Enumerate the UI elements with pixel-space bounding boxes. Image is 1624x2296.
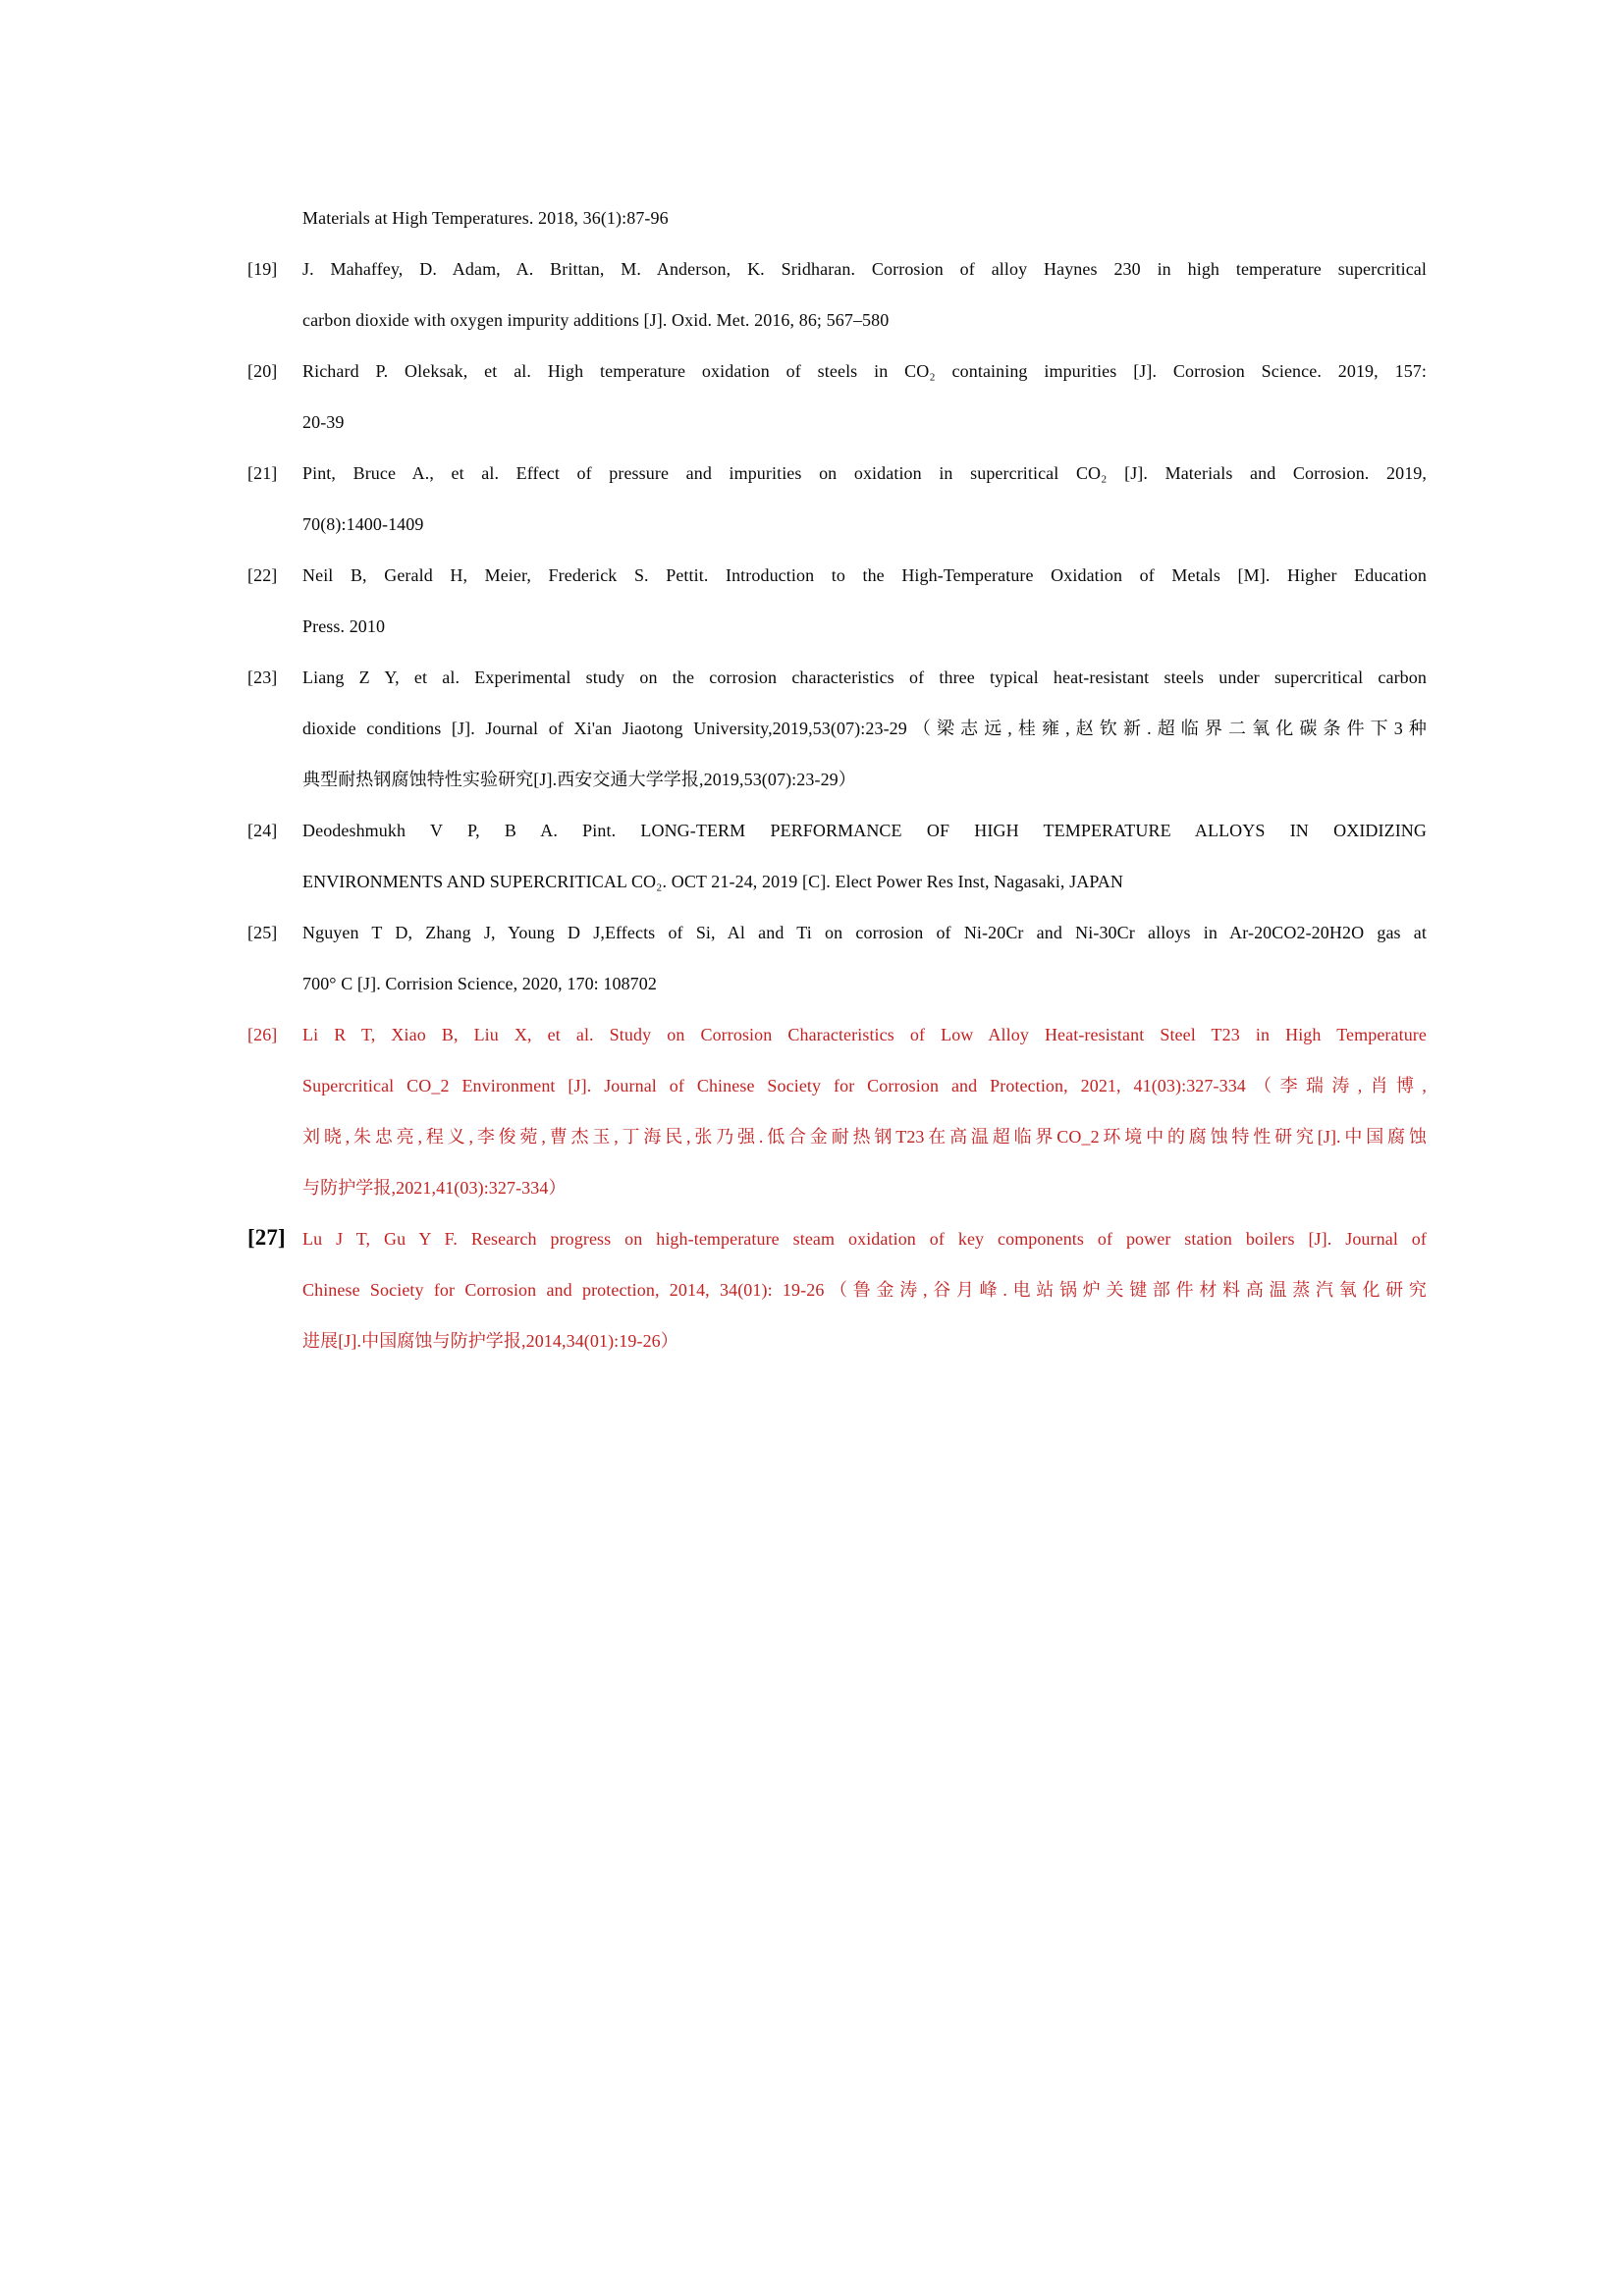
- reference-text: [302, 1213, 1427, 1366]
- reference-text: [302, 550, 1427, 652]
- reference-line: J. Mahaffey, D. Adam, A. Brittan, M. Anderson, K. Sridharan. Corrosion of alloy Haynes 230 in high temperature supercritical: [302, 259, 1427, 279]
- reference-text: [302, 805, 1427, 907]
- reference-number: [19]: [247, 259, 278, 279]
- reference-text: [302, 243, 1427, 346]
- reference-line: Supercritical CO_2 Environment [J]. Journal of Chinese Society for Corrosion and Protection, 2021, 41(03):327-334（李瑞涛,肖博,: [302, 1076, 1427, 1095]
- reference-item: [247, 652, 1427, 805]
- reference-line: Deodeshmukh V P, B A. Pint. LONG-TERM PERFORMANCE OF HIGH TEMPERATURE ALLOYS IN OXIDIZING: [302, 821, 1427, 840]
- reference-line: carbon dioxide with oxygen impurity additions [J]. Oxid. Met. 2016, 86; 567–580: [302, 310, 890, 330]
- reference-line: 700° C [J]. Corrision Science, 2020, 170: 108702: [302, 974, 657, 993]
- reference-line: 与防护学报,2021,41(03):327-334）: [302, 1178, 567, 1198]
- reference-number: [21]: [247, 463, 278, 483]
- reference-number: [24]: [247, 821, 278, 840]
- reference-text: [302, 652, 1427, 805]
- reference-line: Liang Z Y, et al. Experimental study on the corrosion characteristics of three typical heat-resistant steels under supercritical carbon: [302, 667, 1427, 687]
- reference-item: [247, 346, 1427, 448]
- reference-item: [247, 448, 1427, 550]
- reference-text: [302, 192, 1427, 243]
- references-list: [247, 192, 1427, 1366]
- reference-item: [247, 243, 1427, 346]
- reference-line: Chinese Society for Corrosion and protection, 2014, 34(01): 19-26（鲁金涛,谷月峰.电站锅炉关键部件材料高温蒸汽氧化研究: [302, 1280, 1427, 1300]
- reference-item: [247, 1213, 1427, 1366]
- reference-number: [23]: [247, 667, 278, 687]
- reference-line: Materials at High Temperatures. 2018, 36(1):87-96: [302, 208, 669, 228]
- reference-number: [26]: [247, 1025, 278, 1044]
- reference-item: [247, 550, 1427, 652]
- reference-item: [247, 1009, 1427, 1213]
- reference-line: Richard P. Oleksak, et al. High temperature oxidation of steels in CO₂ containing impurities [J]. Corrosion Science. 2019, 157:: [302, 361, 1427, 381]
- reference-number: [20]: [247, 361, 278, 381]
- reference-text: [302, 346, 1427, 448]
- reference-line: Li R T, Xiao B, Liu X, et al. Study on Corrosion Characteristics of Low Alloy Heat-resistant Steel T23 in High Temperature: [302, 1025, 1427, 1044]
- reference-text: [302, 907, 1427, 1009]
- reference-line: 70(8):1400-1409: [302, 514, 424, 534]
- reference-line: dioxide conditions [J]. Journal of Xi'an Jiaotong University,2019,53(07):23-29（梁志远,桂雍,赵钦新.超临界二氧化碳条件下3种: [302, 719, 1427, 738]
- reference-number: [25]: [247, 923, 278, 942]
- reference-line: 进展[J].中国腐蚀与防护学报,2014,34(01):19-26）: [302, 1331, 678, 1351]
- reference-number: [27]: [247, 1225, 286, 1250]
- reference-line: 刘晓,朱忠亮,程义,李俊菀,曹杰玉,丁海民,张乃强.低合金耐热钢T23在高温超临界CO_2环境中的腐蚀特性研究[J].中国腐蚀: [302, 1127, 1427, 1147]
- reference-number: [22]: [247, 565, 278, 585]
- reference-line: Neil B, Gerald H, Meier, Frederick S. Pettit. Introduction to the High-Temperature Oxidation of Metals [M]. Higher Education: [302, 565, 1427, 585]
- reference-item: [247, 907, 1427, 1009]
- reference-line: 20-39: [302, 412, 345, 432]
- reference-line: Pint, Bruce A., et al. Effect of pressure and impurities on oxidation in supercritical CO₂ [J]. Materials and Corrosion. 2019,: [302, 463, 1427, 483]
- reference-text: [302, 448, 1427, 550]
- reference-line: 典型耐热钢腐蚀特性实验研究[J].西安交通大学学报,2019,53(07):23-29）: [302, 770, 856, 789]
- reference-line: Lu J T, Gu Y F. Research progress on high-temperature steam oxidation of key components of power station boilers [J]. Journal of: [302, 1229, 1427, 1249]
- reference-item: [247, 192, 1427, 243]
- reference-line: Press. 2010: [302, 616, 386, 636]
- reference-line: ENVIRONMENTS AND SUPERCRITICAL CO₂. OCT 21-24, 2019 [C]. Elect Power Res Inst, Nagasaki, JAPAN: [302, 872, 1123, 891]
- reference-item: [247, 805, 1427, 907]
- reference-text: [302, 1009, 1427, 1213]
- reference-line: Nguyen T D, Zhang J, Young D J,Effects of Si, Al and Ti on corrosion of Ni-20Cr and Ni-30Cr alloys in Ar-20CO2-20H2O gas at: [302, 923, 1427, 942]
